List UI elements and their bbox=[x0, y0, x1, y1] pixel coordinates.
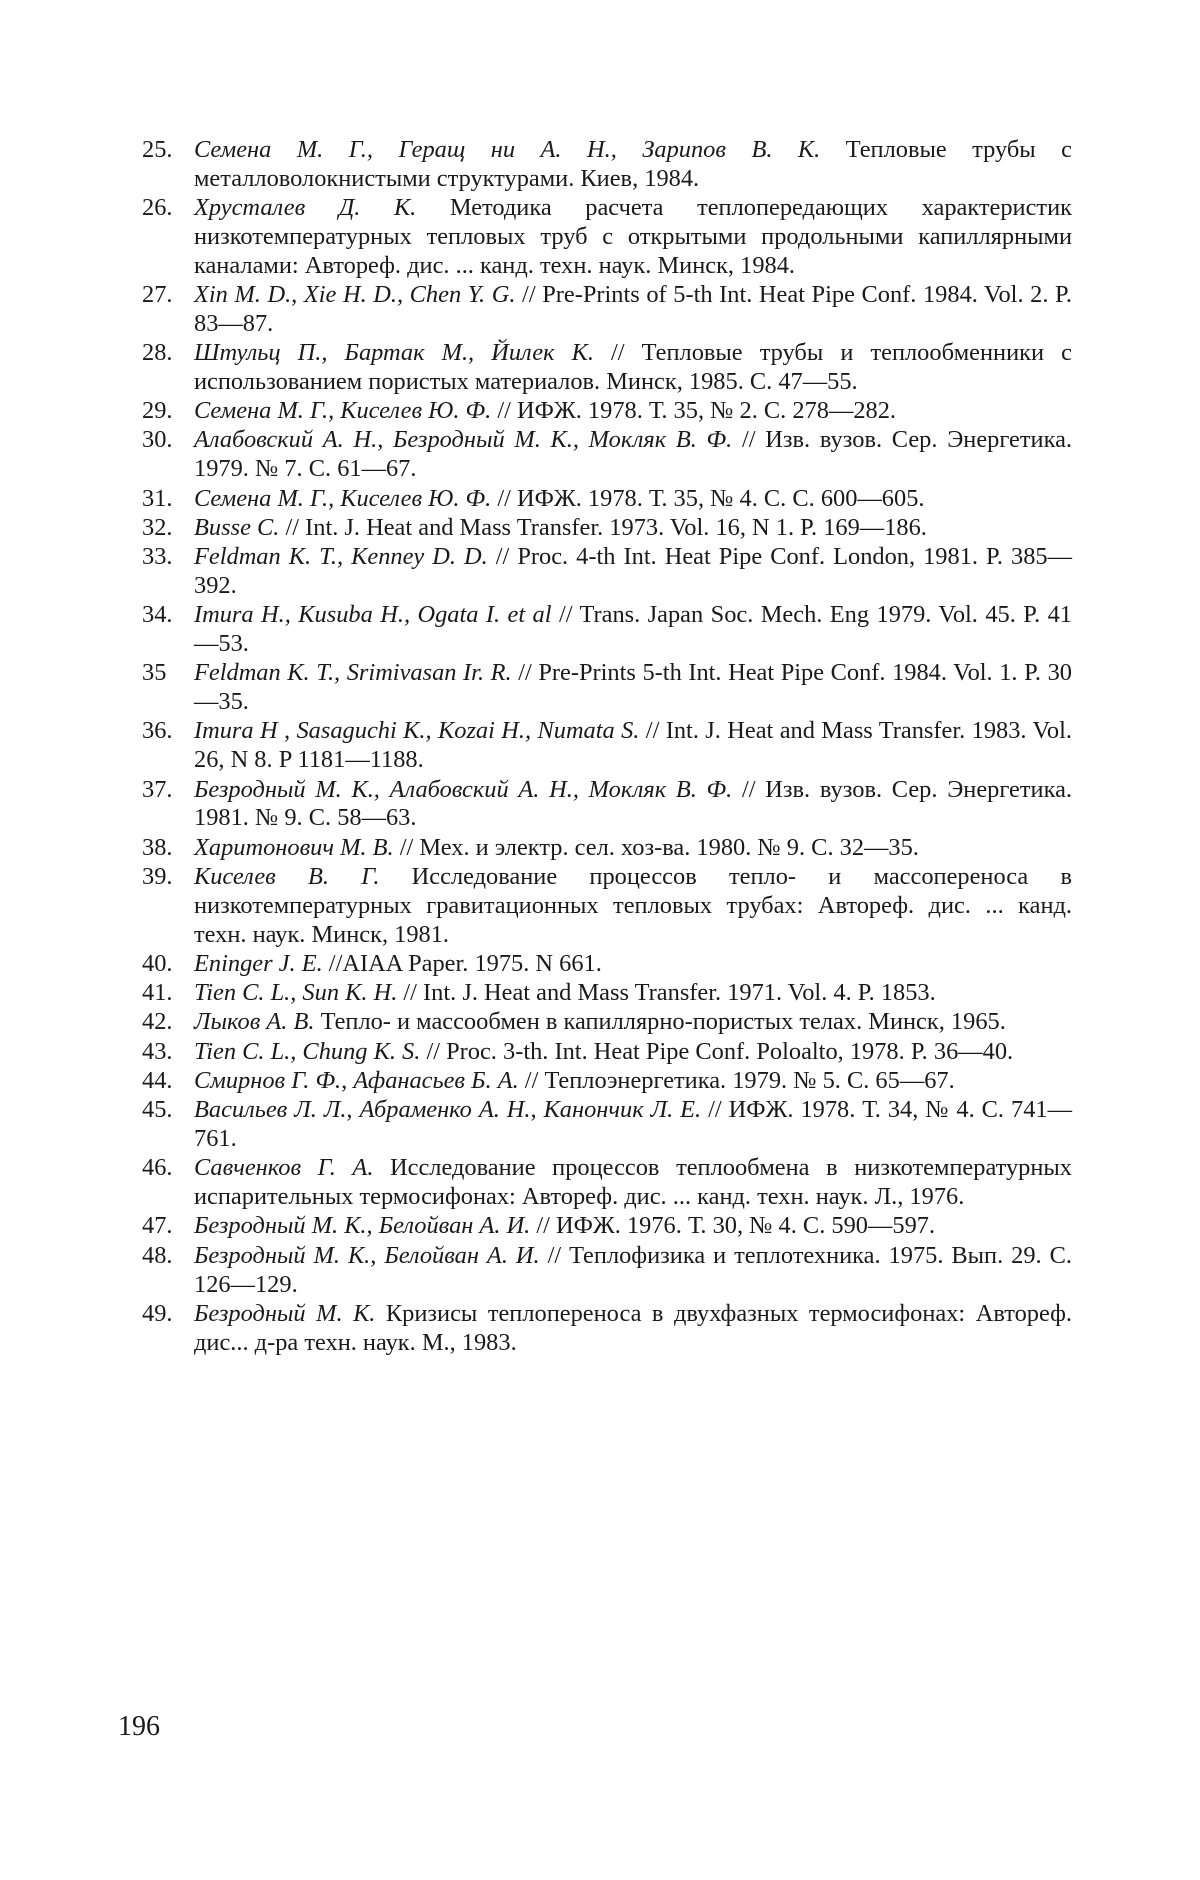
reference-details: // Pre-Prints 5-th Int. Heat Pipe Conf. 1984. Vol. 1. P. 30—35. bbox=[194, 659, 1072, 716]
reference-number: 49. bbox=[142, 1299, 173, 1327]
reference-authors: Feldman K. T., Srimivasan Ir. R. bbox=[194, 659, 512, 687]
reference-details: Тепло- и массообмен в капиллярно-пористых телах. Минск, 1965. bbox=[314, 1008, 1006, 1036]
reference-details: // Тепловые трубы и теплообменники с использованием пористых материалов. Минск, 1985. С. 47—55. bbox=[194, 339, 1072, 395]
reference-number: 25. bbox=[142, 136, 173, 163]
reference-details: // Trans. Japan Soc. Mech. Eng 1979. Vol. 45. P. 41—53. bbox=[194, 601, 1072, 658]
reference-authors: Безродный М. К., Белойван А. И. bbox=[194, 1212, 531, 1240]
reference-authors: Eninger J. E. bbox=[194, 949, 323, 977]
reference-item bbox=[142, 776, 1072, 834]
reference-authors: Busse C. bbox=[194, 513, 280, 541]
reference-item bbox=[142, 339, 1072, 397]
reference-details: // Int. J. Heat and Mass Transfer. 1971. Vol. 4. P. 1853. bbox=[397, 979, 936, 1007]
reference-item bbox=[142, 950, 1072, 979]
reference-number: 30. bbox=[142, 426, 173, 454]
reference-item bbox=[142, 1008, 1072, 1037]
reference-details: Исследование процессов тепло- и массопереноса в низкотемпературных гравитационных тепловых трубах: Автореф. дис. ... канд. техн. наук. Минск, 1981. bbox=[194, 862, 1072, 948]
reference-number: 41. bbox=[142, 979, 173, 1007]
reference-authors: Смирнов Г. Ф., Афанасьев Б. А. bbox=[194, 1067, 519, 1094]
reference-authors: Безродный М. К. bbox=[194, 1299, 376, 1327]
reference-authors: Xin M. D., Xie H. D., Chen Y. G. bbox=[194, 280, 516, 308]
reference-number: 36. bbox=[142, 717, 173, 745]
reference-authors: Штульц П., Бартак М., Йилек К. bbox=[194, 339, 594, 367]
reference-item bbox=[142, 1096, 1072, 1154]
reference-authors: Хрусталев Д. К. bbox=[194, 194, 417, 222]
reference-item bbox=[142, 601, 1072, 659]
reference-authors: Imura H , Sasaguchi K., Kozai H., Numata S. bbox=[194, 717, 640, 745]
reference-authors: Imura H., Kusuba H., Ogata I. et al bbox=[194, 601, 552, 629]
reference-item bbox=[142, 194, 1072, 280]
reference-details: // Pre-Prints of 5-th Int. Heat Pipe Conf. 1984. Vol. 2. P. 83—87. bbox=[194, 280, 1072, 337]
reference-number: 35 bbox=[142, 659, 167, 687]
reference-number: 48. bbox=[142, 1241, 173, 1269]
reference-number: 26. bbox=[142, 194, 173, 222]
reference-number: 29. bbox=[142, 397, 173, 425]
reference-details: // ИФЖ. 1976. Т. 30, № 4. С. 590—597. bbox=[530, 1212, 936, 1240]
reference-details: // Изв. вузов. Сер. Энергетика. 1979. № 7. С. 61—67. bbox=[194, 426, 1072, 483]
reference-number: 40. bbox=[142, 949, 173, 977]
reference-item bbox=[142, 979, 1072, 1008]
reference-item bbox=[142, 281, 1072, 339]
reference-details: Тепловые трубы с металловолокнистыми структурами. Киев, 1984. bbox=[194, 136, 1072, 192]
reference-number: 33. bbox=[142, 543, 173, 571]
reference-authors: Семена М. Г., Киселев Ю. Ф. bbox=[194, 397, 492, 425]
reference-number: 39. bbox=[142, 862, 173, 890]
reference-details: // Int. J. Heat and Mass Transfer. 1983. Vol. 26, N 8. P 1181—1188. bbox=[194, 717, 1072, 774]
reference-item bbox=[142, 1067, 1072, 1096]
reference-authors: Tien C. L., Sun K. H. bbox=[194, 979, 398, 1007]
reference-item bbox=[142, 426, 1072, 484]
reference-item bbox=[142, 1300, 1072, 1358]
reference-details: // Мех. и электр. сел. хоз-ва. 1980. № 9. С. 32—35. bbox=[393, 833, 919, 861]
reference-number: 28. bbox=[142, 339, 173, 367]
reference-number: 46. bbox=[142, 1154, 173, 1182]
reference-details: // Proc. 3-th. Int. Heat Pipe Conf. Poloalto, 1978. P. 36—40. bbox=[420, 1037, 1014, 1065]
page-number: 196 bbox=[118, 1711, 160, 1742]
reference-item bbox=[142, 834, 1072, 863]
reference-number: 31. bbox=[142, 484, 173, 512]
reference-number: 37. bbox=[142, 775, 173, 803]
reference-authors: Савченков Г. А. bbox=[194, 1154, 374, 1182]
reference-details: Исследование процессов теплообмена в низкотемпературных испарительных термосифонах: Автореф. дис. ... канд. техн. наук. Л., 1976. bbox=[194, 1154, 1073, 1211]
reference-number: 43. bbox=[142, 1037, 173, 1065]
reference-authors: Семена М. Г., Киселев Ю. Ф. bbox=[194, 484, 492, 512]
reference-details: // ИФЖ. 1978. Т. 35, № 2. С. 278—282. bbox=[491, 397, 897, 425]
reference-details: // ИФЖ. 1978. Т. 34, № 4. С. 741—761. bbox=[194, 1096, 1072, 1153]
reference-authors: Tien C. L., Chung K. S. bbox=[194, 1037, 421, 1065]
reference-number: 45. bbox=[142, 1096, 173, 1124]
reference-authors: Васильев Л. Л., Абраменко А. Н., Канончик Л. Е. bbox=[194, 1096, 702, 1124]
reference-number: 38. bbox=[142, 833, 173, 861]
reference-number: 32. bbox=[142, 513, 173, 541]
reference-details: // Теплофизика и теплотехника. 1975. Вып. 29. С. 126—129. bbox=[194, 1241, 1072, 1298]
reference-number: 27. bbox=[142, 280, 173, 308]
reference-details: Методика расчета теплопередающих характеристик низкотемпературных тепловых труб с открытыми продольными капиллярными каналами: Автореф. дис. ... канд. техн. наук. Минск, 1984. bbox=[194, 194, 1072, 279]
reference-item bbox=[142, 514, 1072, 543]
reference-item bbox=[142, 717, 1072, 775]
reference-item bbox=[142, 543, 1072, 601]
reference-item bbox=[142, 485, 1072, 514]
reference-authors: Харитонович М. В. bbox=[194, 833, 394, 861]
reference-authors: Киселев В. Г. bbox=[194, 862, 380, 890]
reference-details: // Теплоэнергетика. 1979. № 5. С. 65—67. bbox=[518, 1067, 955, 1094]
reference-authors: Лыков А. В. bbox=[194, 1008, 315, 1036]
reference-details: // ИФЖ. 1978. Т. 35, № 4. С. С. 600—605. bbox=[491, 484, 925, 512]
reference-number: 42. bbox=[142, 1008, 173, 1036]
reference-list bbox=[142, 136, 1072, 1358]
reference-item bbox=[142, 1154, 1072, 1212]
reference-authors: Безродный М. К., Белойван А. И. bbox=[194, 1241, 540, 1269]
reference-authors: Feldman K. T., Kenney D. D. bbox=[194, 543, 488, 571]
reference-item bbox=[142, 659, 1072, 717]
reference-item bbox=[142, 863, 1072, 949]
reference-item bbox=[142, 1242, 1072, 1300]
reference-details: // Int. J. Heat and Mass Transfer. 1973. Vol. 16, N 1. P. 169—186. bbox=[279, 513, 927, 541]
reference-number: 34. bbox=[142, 601, 173, 629]
reference-item bbox=[142, 1212, 1072, 1241]
reference-details: // Изв. вузов. Сер. Энергетика. 1981. № 9. С. 58—63. bbox=[194, 775, 1072, 832]
reference-number: 47. bbox=[142, 1212, 173, 1240]
reference-authors: Безродный М. К., Алабовский А. Н., Мокляк В. Ф. bbox=[194, 775, 733, 803]
reference-number: 44. bbox=[142, 1067, 173, 1094]
reference-details: //AIAA Paper. 1975. N 661. bbox=[322, 949, 602, 977]
reference-item bbox=[142, 1038, 1072, 1067]
reference-authors: Алабовский А. Н., Безродный М. К., Мокляк В. Ф. bbox=[194, 426, 733, 454]
reference-item bbox=[142, 136, 1072, 194]
reference-authors: Семена М. Г., Геращ ни А. Н., Зарипов В. К. bbox=[194, 136, 821, 163]
reference-details: // Proc. 4-th Int. Heat Pipe Conf. London, 1981. P. 385—392. bbox=[194, 543, 1072, 599]
reference-details: Кризисы теплопереноса в двухфазных термосифонах: Автореф. дис... д-ра техн. наук. М., 1983. bbox=[194, 1299, 1072, 1356]
reference-item bbox=[142, 397, 1072, 426]
